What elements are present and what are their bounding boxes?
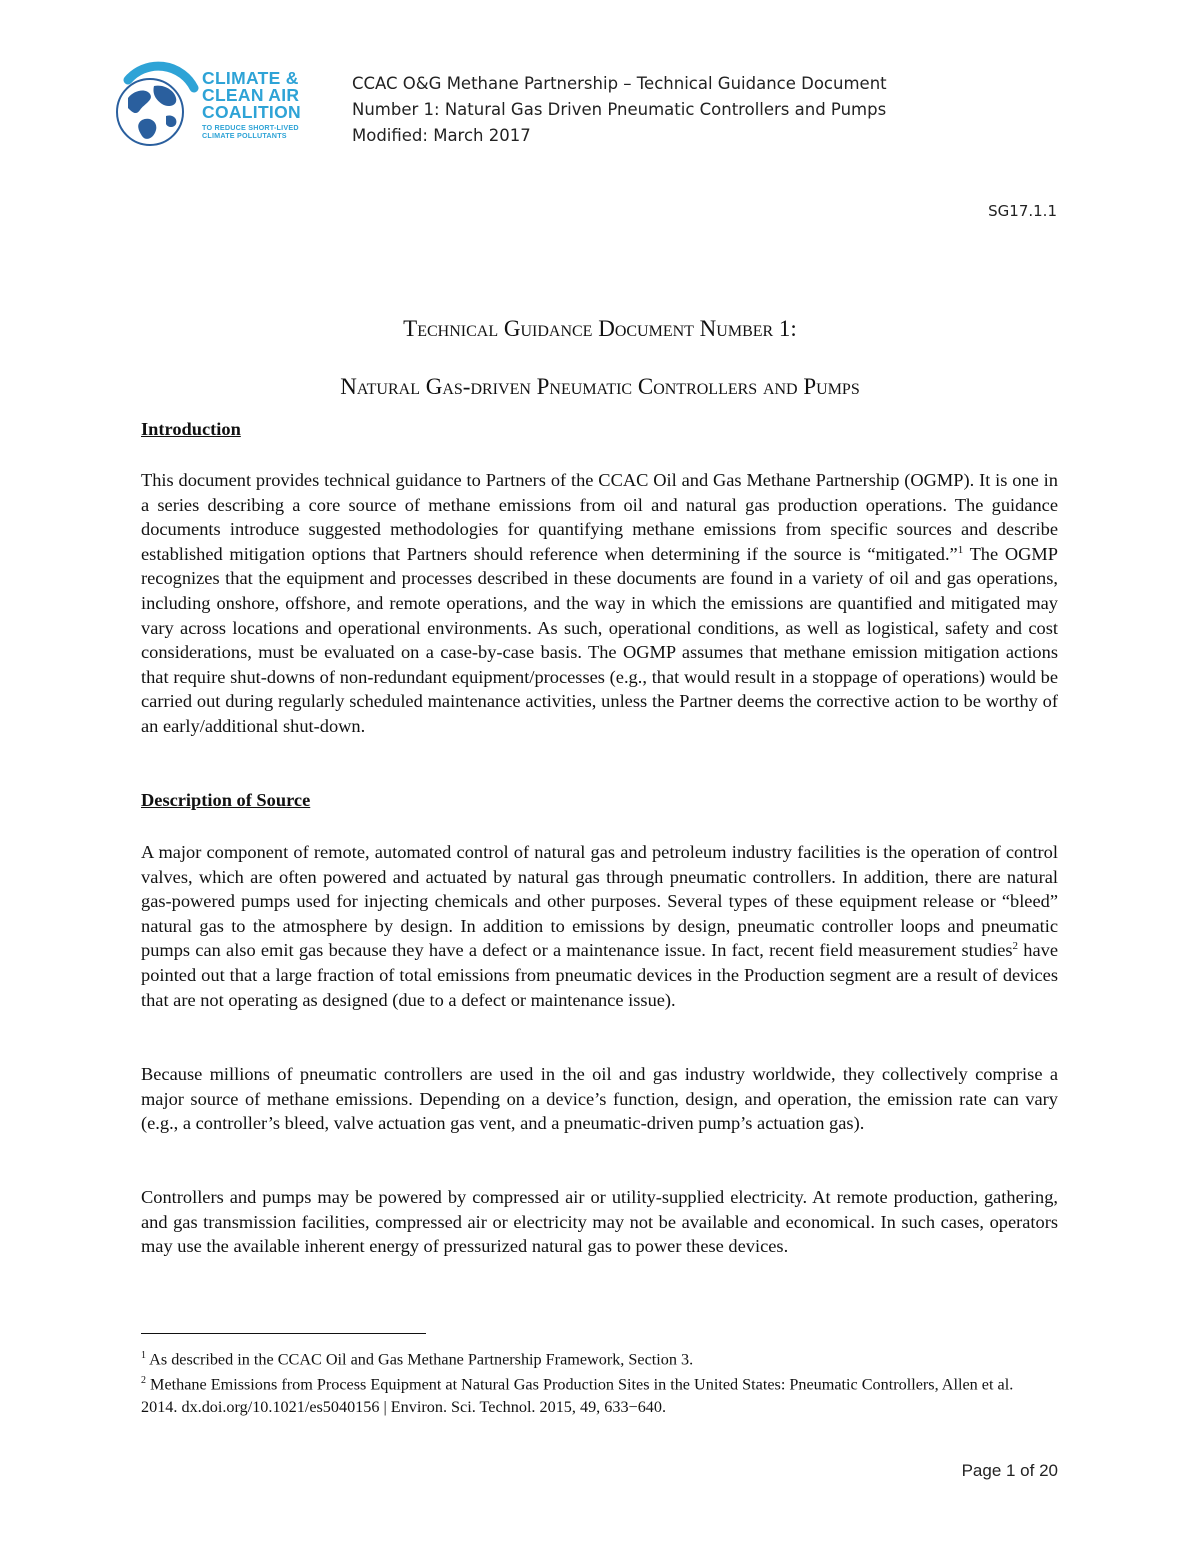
logo-text-line: CLIMATE & — [202, 68, 299, 88]
footnote-ref[interactable]: 1 — [957, 543, 964, 556]
introduction-body — [141, 468, 1058, 739]
footnote — [141, 1370, 1041, 1417]
logo-wordmark — [202, 70, 301, 140]
header-line: Modified: March 2017 — [352, 126, 531, 145]
globe-icon — [106, 58, 202, 150]
paragraph: Controllers and pumps may be powered by compressed air or utility-supplied electricity. At remote production, gathering, and gas transmission facilities, compressed air or electricity may not be available and economical. In such cases, operators may use the available inherent energy of pressurized natural gas to power these devices. — [141, 1187, 1058, 1257]
description-body — [141, 1062, 1058, 1136]
logo-tagline: TO REDUCE SHORT-LIVED — [202, 123, 299, 132]
paragraph-text: A major component of remote, automated control of natural gas and petroleum industry facilities is the operation of control valves, which are often powered and actuated by natural gas through pneumatic controllers. In addition, there are natural gas-powered pumps used for injecting chemicals and other purposes. Several types of these equipment release or “bleed” natural gas to the atmosphere by design. In addition to emissions by design, pneumatic controller loops and pneumatic pumps can also emit gas because they have a defect or a maintenance issue. In fact, recent field measurement studies — [141, 842, 1058, 961]
header-line: CCAC O&G Methane Partnership – Technical Guidance Document — [352, 74, 887, 93]
document-id: SG17.1.1 — [988, 202, 1057, 220]
ccac-logo — [106, 58, 321, 150]
footnote-divider — [141, 1333, 426, 1334]
paragraph-text: This document provides technical guidance to Partners of the CCAC Oil and Gas Methane Partnership (OGMP). It is one in a series describing a core source of methane emissions from oil and natural gas production operations. The guidance documents introduce suggested methodologies for quantifying methane emissions from specific sources and describe established mitigation options that Partners should reference when determining if the source is “mitigated.” — [141, 470, 1058, 564]
footnote — [141, 1345, 1041, 1370]
footnote-number: 2 — [141, 1375, 146, 1387]
page-number: Page 1 of 20 — [961, 1461, 1058, 1480]
paragraph — [141, 468, 1058, 739]
document-header — [352, 71, 887, 149]
header-line: Number 1: Natural Gas Driven Pneumatic Controllers and Pumps — [352, 100, 887, 119]
footnotes — [141, 1345, 1041, 1418]
logo-text-line: CLEAN AIR — [202, 85, 300, 105]
document-title: Technical Guidance Document Number 1: — [403, 316, 797, 341]
logo-tagline: CLIMATE POLLUTANTS — [202, 131, 287, 140]
paragraph-text: The OGMP recognizes that the equipment and processes described in these documents are found in a variety of oil and gas operations, including onshore, offshore, and remote operations, and the way in which the emissions are quantified and mitigated may vary across locations and operational environments. As such, operational conditions, as well as logistical, safety and cost considerations, must be evaluated on a case-by-case basis. The OGMP assumes that methane emission mitigation actions that require shut-downs of non-redundant equipment/processes (e.g., that would result in a stoppage of operations) would be carried out during regularly scheduled maintenance activities, unless the Partner deems the corrective action to be worthy of an early/additional shut-down. — [141, 543, 1058, 736]
footnote-number: 1 — [141, 1350, 146, 1361]
document-subtitle: Natural Gas-driven Pneumatic Controllers and Pumps — [340, 374, 860, 399]
footnote-text: As described in the CCAC Oil and Gas Methane Partnership Framework, Section 3. — [146, 1350, 694, 1369]
paragraph: Because millions of pneumatic controllers are used in the oil and gas industry worldwide, they collectively comprise a major source of methane emissions. Depending on a device’s function, design, and operation, the emission rate can vary (e.g., a controller’s bleed, valve actuation gas vent, and a pneumatic-driven pump’s actuation gas). — [141, 1064, 1058, 1134]
logo-text-line: COALITION — [202, 102, 301, 122]
footnote-text: Methane Emissions from Process Equipment at Natural Gas Production Sites in the United States: Pneumatic Controllers, Allen et al. 2014. dx.doi.org/10.1021/es5040156 | Environ. Sci. Technol. 2015, 49, 633−640. — [141, 1375, 1014, 1416]
description-body — [141, 1185, 1058, 1259]
paragraph — [141, 840, 1058, 1012]
section-heading-description: Description of Source — [141, 790, 311, 810]
footnote-ref[interactable]: 2 — [1012, 940, 1019, 953]
paragraph-text: have pointed out that a large fraction of total emissions from pneumatic devices in the Production segment are a result of devices that are not operating as designed (due to a defect or maintenance issue). — [141, 940, 1058, 1010]
section-heading-introduction: Introduction — [141, 419, 241, 439]
description-body — [141, 840, 1058, 1012]
